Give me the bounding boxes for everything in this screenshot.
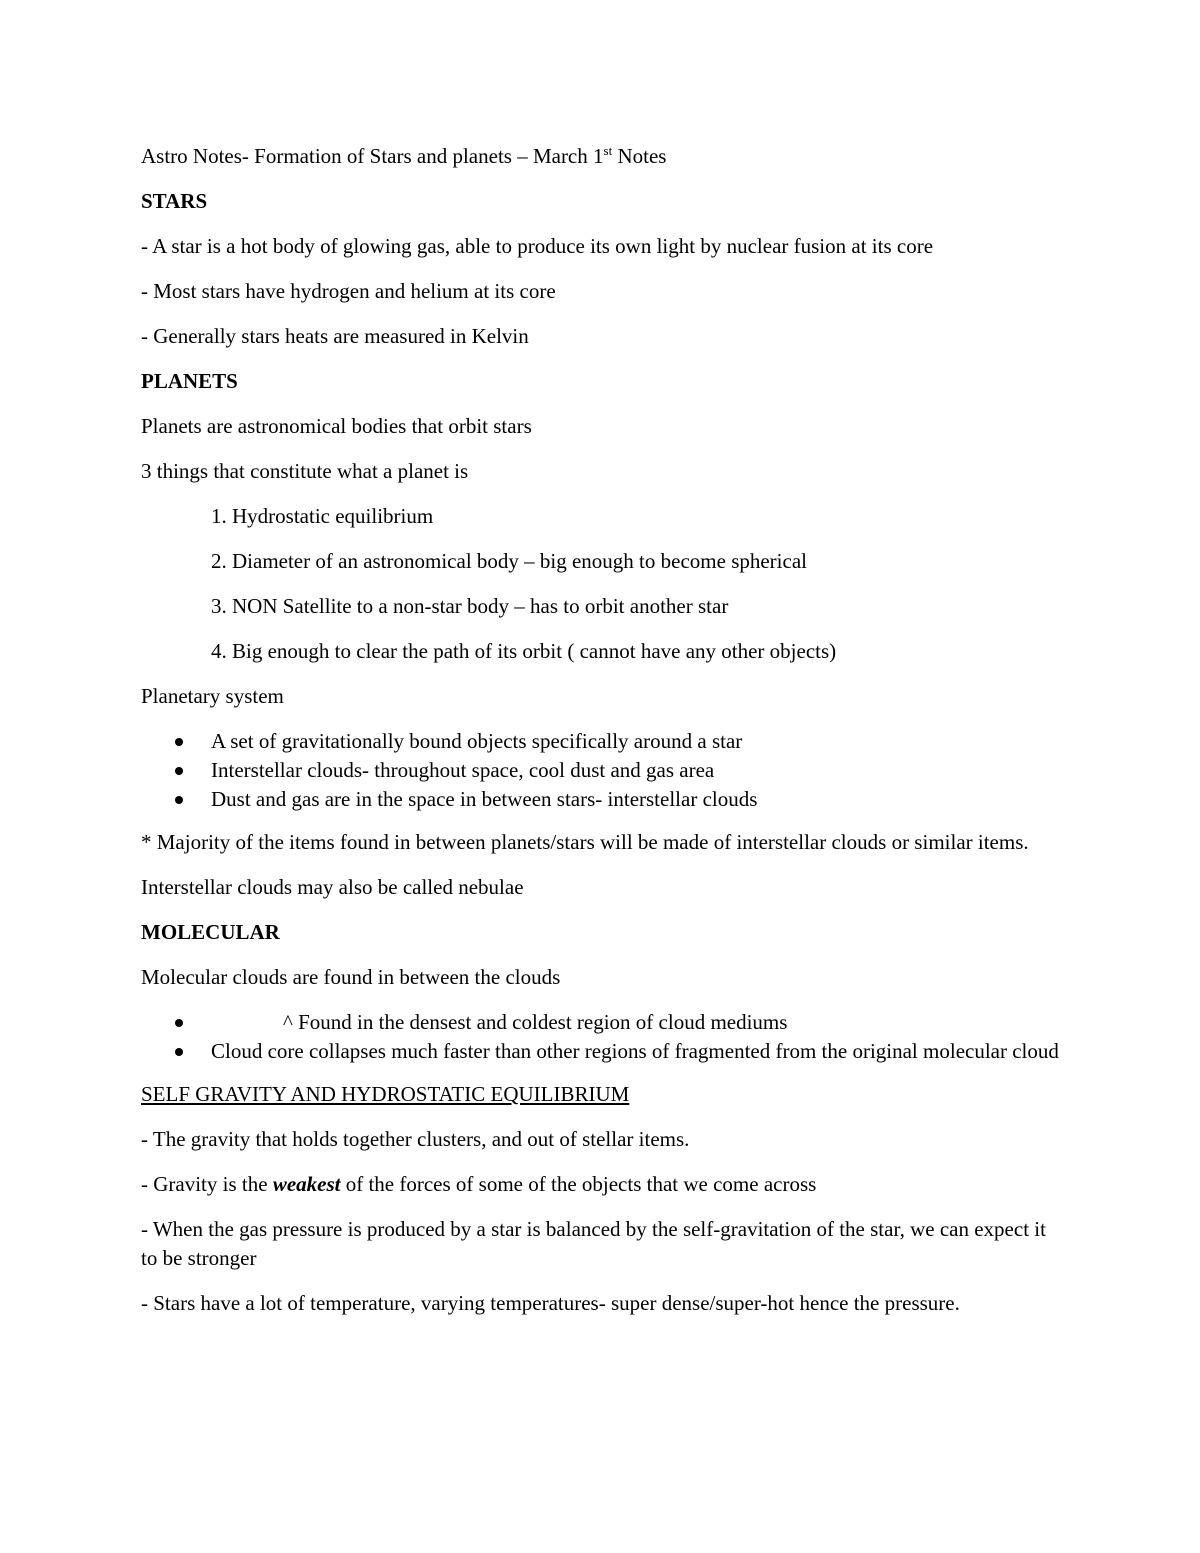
planetary-system-label: Planetary system <box>141 684 284 708</box>
planets-criteria-intro: 3 things that constitute what a planet is <box>141 459 469 483</box>
planets-heading: PLANETS <box>141 369 238 393</box>
list-item-text: Cloud core collapses much faster than other regions of fragmented from the original molecular cloud <box>211 1039 1059 1063</box>
nebulae-line: Interstellar clouds may also be called nebulae <box>141 875 524 899</box>
molecular-list <box>141 1008 1061 1066</box>
stars-line: - Generally stars heats are measured in Kelvin <box>141 324 529 348</box>
interstellar-note: * Majority of the items found in between planets/stars will be made of interstellar clouds or similar items. <box>141 830 1029 854</box>
gravity-line: - The gravity that holds together clusters, and out of stellar items. <box>141 1127 690 1151</box>
list-item: 4. Big enough to clear the path of its orbit ( cannot have any other objects) <box>211 639 837 663</box>
list-item <box>141 1008 1061 1037</box>
planet-criteria-list <box>141 502 1061 666</box>
list-item-text: Interstellar clouds- throughout space, cool dust and gas area <box>211 758 715 782</box>
list-item <box>141 1037 1061 1066</box>
title-superscript: st <box>603 143 613 158</box>
gravity-line <box>141 1170 1061 1199</box>
title-suffix: Notes <box>612 144 667 168</box>
list-item-text: A set of gravitationally bound objects specifically around a star <box>211 729 743 753</box>
emphasis-text: weakest <box>272 1172 341 1196</box>
molecular-intro: Molecular clouds are found in between the clouds <box>141 965 561 989</box>
gravity-line: - Stars have a lot of temperature, varying temperatures- super dense/super-hot hence the pressure. <box>141 1291 960 1315</box>
bullet-icon <box>175 796 183 804</box>
gravity-line: - When the gas pressure is produced by a star is balanced by the self-gravitation of the star, we can expect it to be stronger <box>141 1217 1046 1270</box>
gravity-heading: SELF GRAVITY AND HYDROSTATIC EQUILIBRIUM <box>141 1082 630 1106</box>
stars-line: - Most stars have hydrogen and helium at its core <box>141 279 556 303</box>
molecular-heading: MOLECULAR <box>141 920 280 944</box>
bullet-icon <box>175 1048 183 1056</box>
list-item <box>141 756 1061 785</box>
list-item: 3. NON Satellite to a non-star body – has to orbit another star <box>211 594 729 618</box>
stars-heading: STARS <box>141 189 208 213</box>
bullet-icon <box>175 738 183 746</box>
document-title <box>141 142 1061 171</box>
planets-intro: Planets are astronomical bodies that orbit stars <box>141 414 532 438</box>
gravity-line-text: of the forces of some of the objects that we come across <box>340 1172 817 1196</box>
list-item-text: Dust and gas are in the space in between stars- interstellar clouds <box>211 787 758 811</box>
list-item <box>141 727 1061 756</box>
title-text: Astro Notes- Formation of Stars and planets – March 1 <box>141 144 604 168</box>
planetary-system-list <box>141 727 1061 814</box>
list-item-text: ^ Found in the densest and coldest region of cloud mediums <box>283 1010 788 1034</box>
list-item <box>141 785 1061 814</box>
document-body <box>141 142 1061 1334</box>
bullet-icon <box>175 1019 183 1027</box>
gravity-line-text: - Gravity is the <box>141 1172 273 1196</box>
list-item: 1. Hydrostatic equilibrium <box>211 504 434 528</box>
list-item: 2. Diameter of an astronomical body – big enough to become spherical <box>211 549 807 573</box>
stars-line: - A star is a hot body of glowing gas, able to produce its own light by nuclear fusion at its core <box>141 234 934 258</box>
bullet-icon <box>175 767 183 775</box>
